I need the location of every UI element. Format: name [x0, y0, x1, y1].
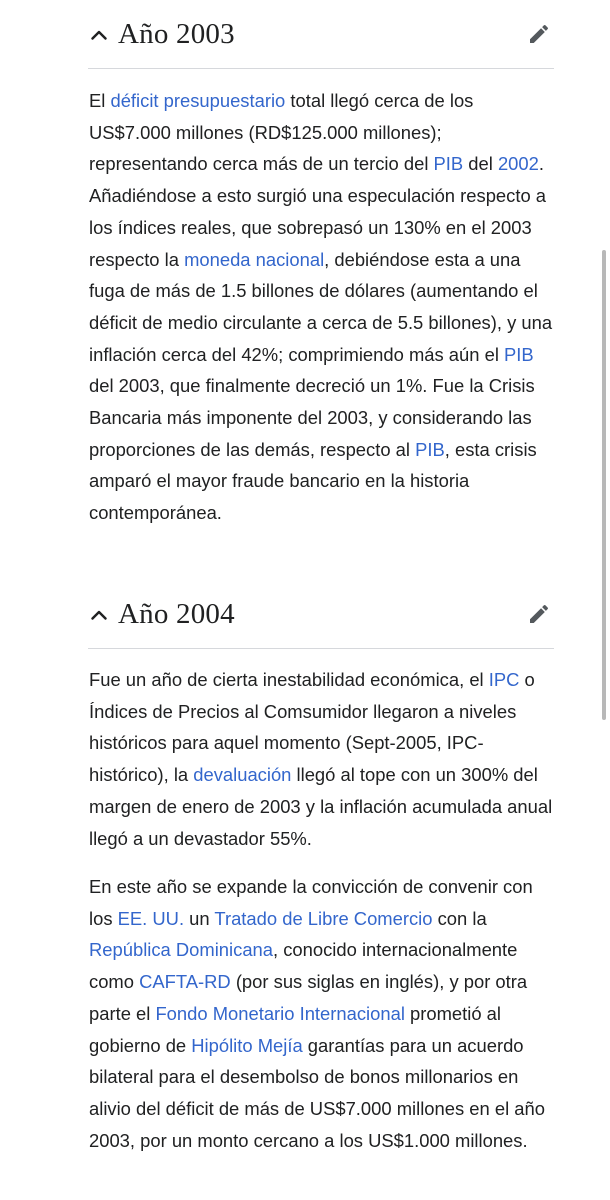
article-link[interactable]: Fondo Monetario Internacional [155, 1002, 405, 1024]
paragraph-text: llegó al tope con un 300% del margen de enero de 2003 y la inflación acumulada anual llegó a un devastador 55%. [89, 764, 553, 849]
paragraph-text: un [184, 907, 215, 929]
article-link[interactable]: PIB [433, 153, 464, 175]
paragraph-text: del 2003, que finalmente decreció un 1%. Fue la Crisis Bancaria más imponente del 2003, y considerando las proporciones de las demás, respecto al [89, 375, 535, 460]
article-link[interactable]: Hipólito Mejía [191, 1034, 303, 1056]
article-link[interactable]: PIB [504, 343, 534, 365]
paragraph-text: Fue un año de cierta inestabilidad económica, el [89, 669, 489, 690]
paragraph [89, 871, 559, 1156]
section-divider [88, 68, 554, 69]
paragraph-text: El [89, 90, 111, 111]
chevron-up-icon [91, 29, 107, 40]
article-link[interactable]: EE. UU. [117, 907, 185, 929]
collapse-section-button[interactable] [88, 23, 110, 45]
section-divider [88, 648, 554, 649]
section-title: Año 2004 [118, 597, 235, 630]
paragraph-text: prometió al gobierno de [89, 1002, 501, 1056]
paragraph-text: del [463, 153, 498, 175]
paragraph-text: . Añadiéndose a esto surgió una especulación respecto a los índices reales, que sobrepasó un 130% en el 2003 respecto la [89, 153, 547, 270]
article-link[interactable]: CAFTA-RD [139, 971, 231, 993]
paragraph-text: , debiéndose esta a una fuga de más de 1.5 billones de dólares (aumentando el déficit de medio circulante a cerca de 5.5 billones), y una inflación cerca del 42%; comprimiendo más aún el [89, 248, 553, 365]
section-title: Año 2003 [118, 17, 235, 50]
paragraph-text: (por sus siglas en inglés), y por otra parte el [89, 971, 528, 1024]
section-heading-2003 [88, 12, 554, 56]
chevron-up-icon [91, 609, 107, 620]
edit-section-button[interactable] [524, 19, 554, 49]
pencil-icon [527, 602, 551, 626]
article-link[interactable]: PIB [415, 438, 445, 460]
article-link[interactable]: República Dominicana [89, 939, 274, 961]
article-link[interactable]: déficit presupuestario [110, 90, 286, 111]
article-link[interactable]: 2002 [497, 153, 539, 175]
article-link[interactable]: devaluación [193, 764, 292, 786]
section-heading-2004 [88, 592, 554, 636]
article-link[interactable]: moneda nacional [184, 248, 325, 270]
paragraph-text: con la [432, 907, 487, 929]
collapse-section-button[interactable] [88, 603, 110, 625]
paragraph-text: o Índices de Precios al Comsumidor llegaron a niveles históricos para aquel momento (Sept-2005, IPC-histórico), la [89, 669, 535, 786]
scrollbar[interactable] [602, 250, 606, 720]
pencil-icon [527, 22, 551, 46]
paragraph-text: En este año se expande la convicción de convenir con los [89, 876, 533, 929]
paragraph-text: , conocido internacionalmente como [89, 939, 518, 993]
paragraph-text: garantías para un acuerdo bilateral para el desembolso de bonos millonarios en alivio del déficit de más de US$7.000 millones en el año 2003, por un monto cercano a los US$1.000 millones. [89, 1034, 545, 1151]
paragraph [89, 664, 559, 854]
paragraph [89, 85, 559, 529]
edit-section-button[interactable] [524, 599, 554, 629]
article-link[interactable]: Tratado de Libre Comercio [214, 907, 433, 929]
article-link[interactable]: IPC [488, 669, 520, 690]
paragraph-text: , esta crisis amparó el mayor fraude bancario en la historia contemporánea. [89, 438, 537, 524]
paragraph-text: total llegó cerca de los US$7.000 millones (RD$125.000 millones); representando cerca más de un tercio del [89, 90, 474, 175]
